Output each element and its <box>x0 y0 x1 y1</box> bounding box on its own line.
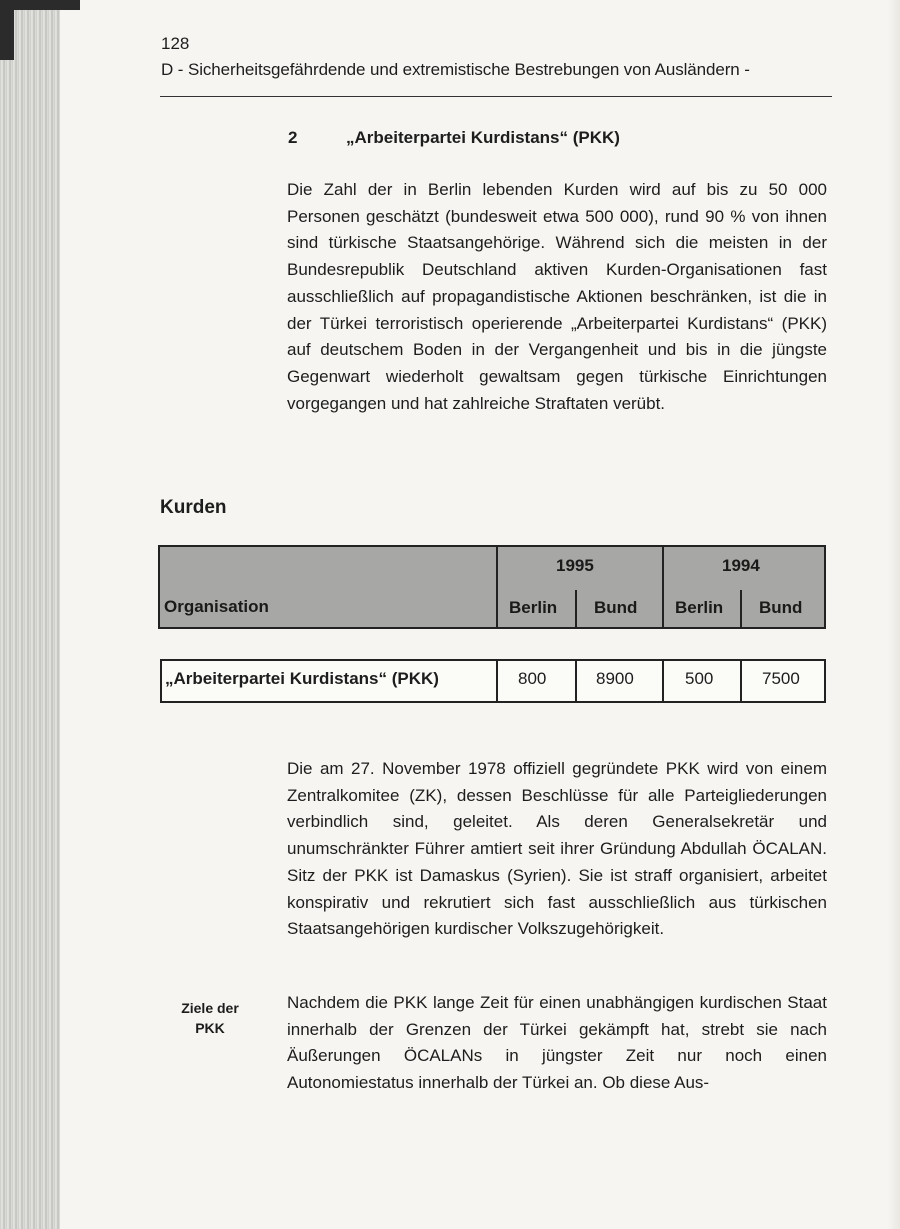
binding-shadow <box>0 0 14 60</box>
founding-paragraph: Die am 27. November 1978 offiziell gegründete PKK wird von einem Zentralkomitee (ZK), dessen Beschlüsse für alle Parteigliederungen verbindlich sind, geleitet. Als deren Generalsekretär und unumschränkter Führer amtiert seit ihrer Gründung Abdullah ÖCALAN. Sitz der PKK ist Damaskus (Syrien). Sie ist straff organisiert, arbeitet konspirativ und rekrutiert sich fast ausschließlich aus türkischen Staatsangehörigen kurdischer Volkszugehörigkeit. <box>287 759 827 939</box>
goals-paragraph: Nachdem die PKK lange Zeit für einen unabhängigen kurdischen Staat innerhalb der Grenzen der Türkei gekämpft hat, strebt sie nach Äußerungen ÖCALANs in jüngster Zeit nur noch einen Autonomiestatus innerhalb der Türkei an. Ob diese Aus- <box>287 993 827 1093</box>
margin-note-line: Ziele der <box>181 1000 239 1016</box>
side-label: Kurden <box>160 497 227 518</box>
column-header-berlin-1994: Berlin <box>675 598 724 617</box>
table-cell-berlin-1994: 500 <box>685 669 714 688</box>
column-header-berlin-1995: Berlin <box>509 598 558 617</box>
column-header-bund-1994: Bund <box>759 598 803 617</box>
table-divider <box>662 547 664 627</box>
table-cell-berlin-1995: 800 <box>518 669 547 688</box>
table-divider <box>575 661 577 701</box>
year-header-1994: 1994 <box>722 556 760 575</box>
column-header-bund-1995: Bund <box>594 598 638 617</box>
table-cell-organisation: „Arbeiterpartei Kurdistans“ (PKK) <box>165 669 439 688</box>
table-divider <box>496 547 498 627</box>
section-title: „Arbeiterpartei Kurdistans“ (PKK) <box>346 128 620 147</box>
margin-note <box>160 998 260 1038</box>
table-divider <box>662 661 664 701</box>
section-number: 2 <box>288 128 298 147</box>
running-head: D - Sicherheitsgefährdende und extremistische Bestrebungen von Ausländern - <box>161 60 750 79</box>
intro-paragraph: Die Zahl der in Berlin lebenden Kurden wird auf bis zu 50 000 Personen geschätzt (bundesweit etwa 500 000), rund 90 % von ihnen sind türkische Staatsangehörige. Während sich die meisten in der Bundesrepublik Deutschland aktiven Kurden-Organisationen fast ausschließlich auf propagandistische Aktionen beschränken, ist die in der Türkei terroristisch operierende „Arbeiterpartei Kurdistans“ (PKK) auf deutschem Boden in der Vergangenheit und bis in die jüngste Gegenwart wiederholt gewaltsam gegen türkische Einrichtungen vorgegangen und hat zahlreiche Straftaten verübt. <box>287 180 827 413</box>
table-divider <box>740 590 742 627</box>
page-binding-edge <box>0 0 60 1229</box>
table-divider <box>740 661 742 701</box>
column-header-organisation: Organisation <box>164 597 269 616</box>
table-divider <box>575 590 577 627</box>
section-heading <box>288 128 620 148</box>
table-divider <box>496 661 498 701</box>
header-rule <box>160 96 832 97</box>
table-cell-bund-1994: 7500 <box>762 669 800 688</box>
page-number: 128 <box>161 34 190 53</box>
margin-note-line: PKK <box>195 1020 225 1036</box>
page-right-edge <box>888 0 900 1229</box>
table-cell-bund-1995: 8900 <box>596 669 634 688</box>
year-header-1995: 1995 <box>556 556 594 575</box>
